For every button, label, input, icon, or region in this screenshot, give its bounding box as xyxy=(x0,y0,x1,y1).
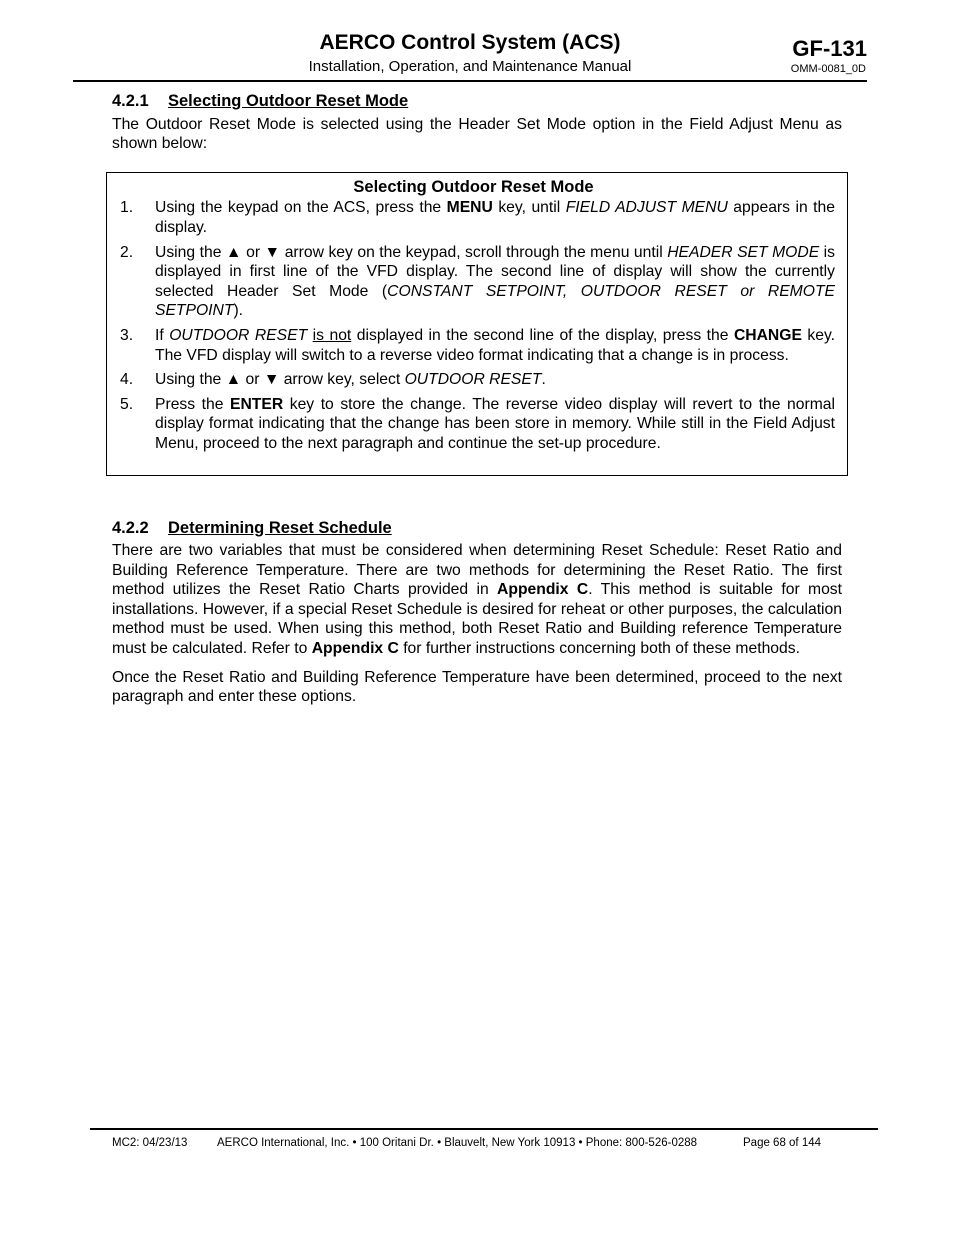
step-number: 4. xyxy=(120,371,134,389)
page-footer xyxy=(90,1128,878,1149)
section-title: Selecting Outdoor Reset Mode xyxy=(168,92,409,110)
section-paragraph-2: Once the Reset Ratio and Building Reference Temperature have been determined, proceed to the next paragraph and enter these options. xyxy=(112,668,842,706)
footer-page: Page 68 of 144 xyxy=(743,1137,822,1149)
step-text: Using the ▲ or ▼ arrow key, select OUTDOOR RESET. xyxy=(155,371,546,389)
section-heading-421 xyxy=(112,92,842,112)
section-heading-422 xyxy=(112,519,842,539)
doc-code: GF-131 xyxy=(792,36,867,61)
step-number: 2. xyxy=(120,243,134,261)
step-number: 5. xyxy=(120,395,134,413)
footer-revision: MC2: 04/23/13 xyxy=(112,1137,188,1149)
step-text: Using the ▲ or ▼ arrow key on the keypad, scroll through the menu until HEADER SET MODE is displayed in first line of the VFD display. The second line of display will show the currently selected Header Set Mode (CONSTANT SETPOINT, OUTDOOR RESET or REMOTE SETPOINT). xyxy=(155,243,836,320)
doc-number: OMM-0081_0D xyxy=(790,63,866,75)
procedure-step-4 xyxy=(112,370,835,390)
header-subtitle: Installation, Operation, and Maintenance Manual xyxy=(308,58,632,75)
section-paragraph-1: There are two variables that must be considered when determining Reset Schedule: Reset Ratio and Building Reference Temperature. There are two methods for determining the Reset Ratio. The first method utilizes the Reset Ratio Charts provided in Appendix C. This method is suitable for most installations. However, if a special Reset Schedule is desired for reheat or other purposes, the calculation method must be used. When using this method, both Reset Ratio and Building reference Temperature must be calculated. Refer to Appendix C for further instructions concerning both of these methods. xyxy=(112,542,843,658)
section-intro: The Outdoor Reset Mode is selected using the Header Set Mode option in the Field Adjust Menu as shown below: xyxy=(112,115,842,153)
step-number: 3. xyxy=(120,326,134,344)
header-title: AERCO Control System (ACS) xyxy=(319,31,621,54)
footer-company: AERCO International, Inc. • 100 Oritani Dr. • Blauvelt, New York 10913 • Phone: 800-526-0288 xyxy=(217,1137,698,1149)
section-number: 4.2.2 xyxy=(112,518,149,537)
step-text: Using the keypad on the ACS, press the MENU key, until FIELD ADJUST MENU appears in the display. xyxy=(155,199,835,236)
step-number: 1. xyxy=(120,199,134,217)
procedure-step-5 xyxy=(112,395,835,454)
step-text: If OUTDOOR RESET is not displayed in the second line of the display, press the CHANGE key. The VFD display will switch to a reverse video format indicating that a change is in process. xyxy=(155,326,836,364)
procedure-step-2 xyxy=(112,243,835,321)
page-header xyxy=(73,28,867,82)
step-text: Press the ENTER key to store the change. The reverse video display will revert to the normal display format indicating that the change has been store in memory. While still in the Field Adjust Menu, proceed to the next paragraph and continue the set-up procedure. xyxy=(155,395,835,452)
section-title: Determining Reset Schedule xyxy=(168,518,392,537)
spacer xyxy=(112,476,842,519)
procedure-box xyxy=(106,172,848,476)
section-number: 4.2.1 xyxy=(112,92,149,110)
procedure-title: Selecting Outdoor Reset Mode xyxy=(353,177,594,196)
procedure-steps xyxy=(112,198,835,453)
procedure-step-3 xyxy=(112,326,835,365)
procedure-step-1 xyxy=(112,198,835,237)
page-content xyxy=(112,92,842,716)
